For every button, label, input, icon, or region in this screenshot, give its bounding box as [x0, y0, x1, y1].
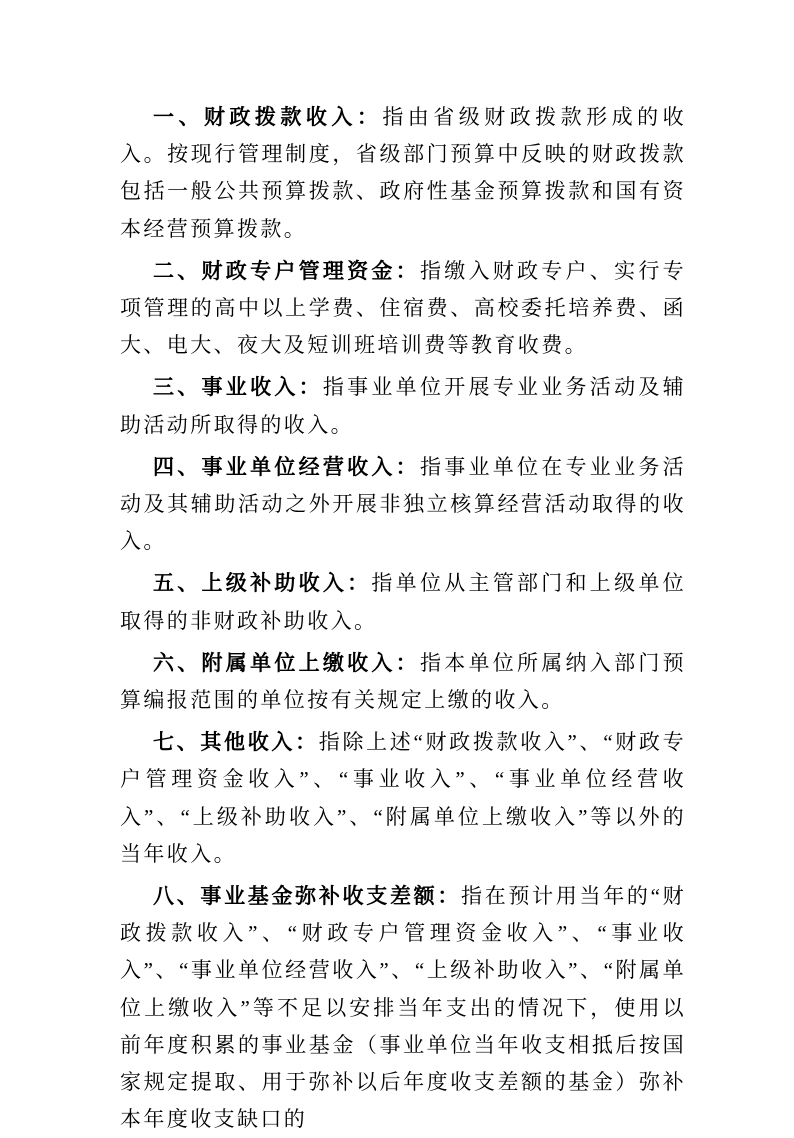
term-heading-2: 二、财政专户管理资金： [153, 259, 420, 283]
term-heading-8: 八、事业基金弥补收支差额： [153, 885, 462, 909]
term-definition-3: 指事业单位开展专业业务活动及辅助活动所取得的收入。 [120, 375, 686, 437]
term-heading-3: 三、事业收入： [153, 376, 323, 400]
term-definition-2: 指缴入财政专户、实行专项管理的高中以上学费、住宿费、高校委托培养费、函大、电大、夜大及短训班培训费等教育收费。 [120, 258, 686, 358]
definition-paragraph-6 [120, 645, 686, 719]
term-definition-7: 指除上述“财政拨款收入”、“财政专户管理资金收入”、“事业收入”、“事业单位经营收入”、“上级补助收入”、“附属单位上缴收入”等以外的当年收入。 [120, 730, 686, 866]
definition-paragraph-8 [120, 878, 686, 1138]
definition-paragraph-5 [120, 565, 686, 639]
term-heading-6: 六、附属单位上缴收入： [153, 651, 420, 675]
term-heading-7: 七、其他收入： [153, 731, 319, 755]
term-definition-1: 指由省级财政拨款形成的收入。按现行管理制度，省级部门预算中反映的财政拨款包括一般公共预算拨款、政府性基金预算拨款和国有资本经营预算拨款。 [120, 105, 686, 241]
definition-paragraph-7 [120, 724, 686, 873]
document-text-block [120, 99, 686, 1138]
term-heading-4: 四、事业单位经营收入： [153, 455, 420, 479]
term-definition-6: 指本单位所属纳入部门预算编报范围的单位按有关规定上缴的收入。 [120, 650, 686, 713]
term-definition-5: 指单位从主管部门和上级单位取得的非财政补助收入。 [120, 571, 686, 633]
term-heading-5: 五、上级补助收入： [153, 572, 372, 596]
definition-paragraph-3 [120, 369, 686, 443]
term-heading-1: 一、财政拨款收入： [153, 106, 383, 129]
definition-paragraph-1 [120, 99, 686, 248]
definition-paragraph-4 [120, 449, 686, 561]
term-definition-4: 指事业单位在专业业务活动及其辅助活动之外开展非独立核算经营活动取得的收入。 [120, 454, 686, 554]
definition-paragraph-2 [120, 253, 686, 365]
term-definition-8: 指在预计用当年的“财政拨款收入”、“财政专户管理资金收入”、“事业收入”、“事业单位经营收入”、“上级补助收入”、“附属单位上缴收入”等不足以安排当年支出的情况下，使用以前年度积累的事业基金（事业单位当年收支相抵后按国家规定提取、用于弥补以后年度收支差额的基金）弥补本年度收支缺口的 [120, 884, 686, 1132]
